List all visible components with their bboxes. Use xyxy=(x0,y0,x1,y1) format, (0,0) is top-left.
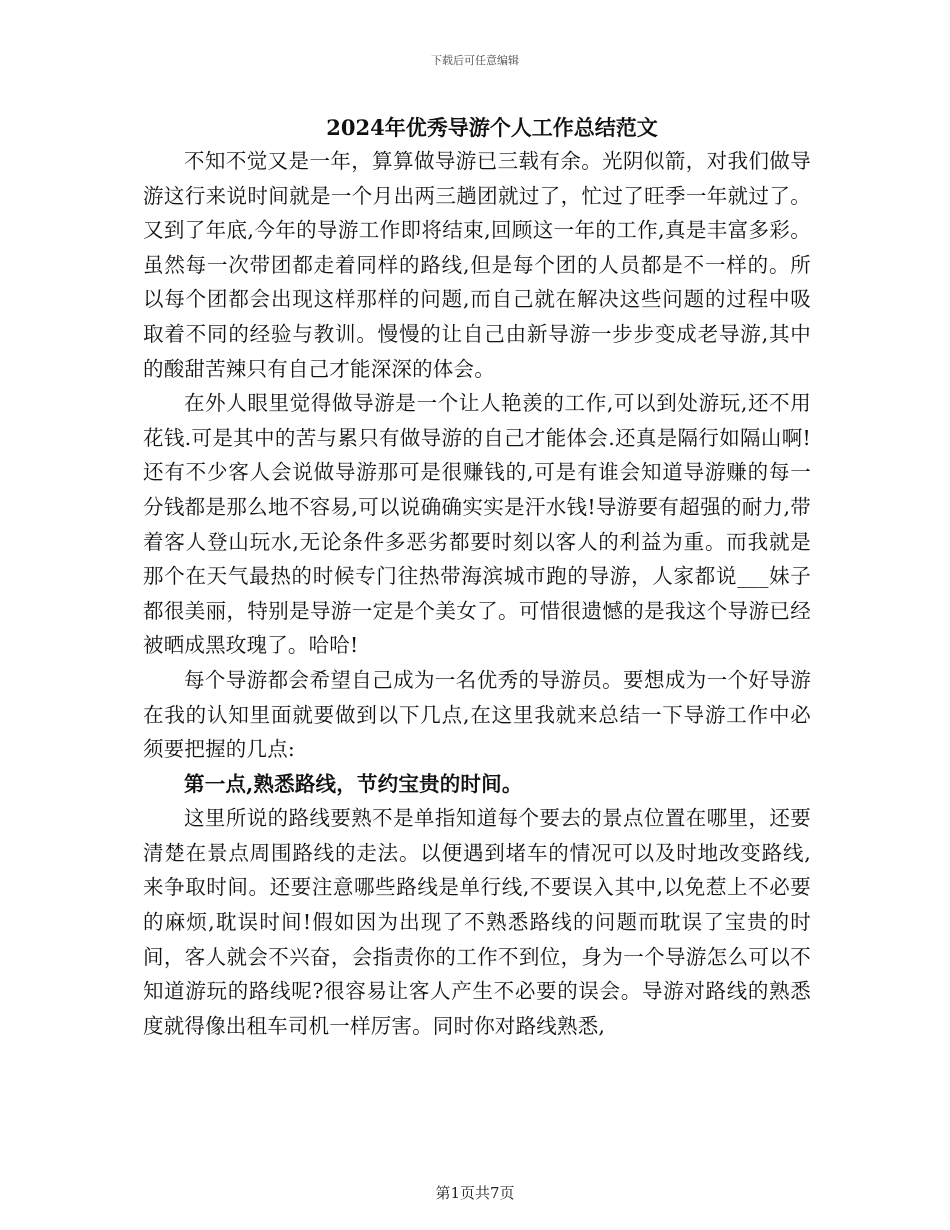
document-body xyxy=(143,112,811,1043)
body-paragraph: 每个导游都会希望自己成为一名优秀的导游员。要想成为一个好导游在我的认知里面就要做到以下几点,在这里我就来总结一下导游工作中必须要把握的几点: xyxy=(143,667,811,762)
body-paragraph: 不知不觉又是一年，算算做导游已三载有余。光阴似箭，对我们做导游这行来说时间就是一个月出两三趟团就过了，忙过了旺季一年就过了。又到了年底,今年的导游工作即将结束,回顾这一年的工作,真是丰富多彩。虽然每一次带团都走着同样的路线,但是每个团的人员都是不一样的。所以每个团都会出现这样那样的问题,而自己就在解决这些问题的过程中吸取着不同的经验与教训。慢慢的让自己由新导游一步步变成老导游,其中的酸甜苦辣只有自己才能深深的体会。 xyxy=(143,149,811,381)
body-paragraph: 这里所说的路线要熟不是单指知道每个要去的景点位置在哪里，还要清楚在景点周围路线的走法。以便遇到堵车的情况可以及时地改变路线,来争取时间。还要注意哪些路线是单行线,不要误入其中,以免惹上不必要的麻烦,耽误时间!假如因为出现了不熟悉路线的问题而耽误了宝贵的时间，客人就会不兴奋，会指责你的工作不到位，身为一个导游怎么可以不知道游玩的路线呢?很容易让客人产生不必要的误会。导游对路线的熟悉度就得像出租车司机一样厉害。同时你对路线熟悉, xyxy=(143,806,811,1038)
document-title: 2024年优秀导游个人工作总结范文 xyxy=(326,115,658,140)
paragraph-list xyxy=(143,144,811,1043)
page-number: 第1页共7页 xyxy=(435,1184,515,1202)
body-paragraph: 在外人眼里觉得做导游是一个让人艳羡的工作,可以到处游玩,还不用花钱.可是其中的苦与累只有做导游的自己才能体会.还真是隔行如隔山啊!还有不少客人会说做导游那可是很赚钱的,可是有谁会知道导游赚的每一分钱都是那么地不容易,可以说确确实实是汗水钱!导游要有超强的耐力,带着客人登山玩水,无论条件多恶劣都要时刻以客人的利益为重。而我就是那个在天气最热的时候专门往热带海滨城市跑的导游，人家都说___妹子都很美丽，特别是导游一定是个美女了。可惜很遗憾的是我这个导游已经被晒成黑玫瑰了。哈哈! xyxy=(143,391,811,658)
section-heading: 第一点,熟悉路线，节约宝贵的时间。 xyxy=(184,771,523,796)
page-header-note: 下载后可任意编辑 xyxy=(431,54,519,67)
